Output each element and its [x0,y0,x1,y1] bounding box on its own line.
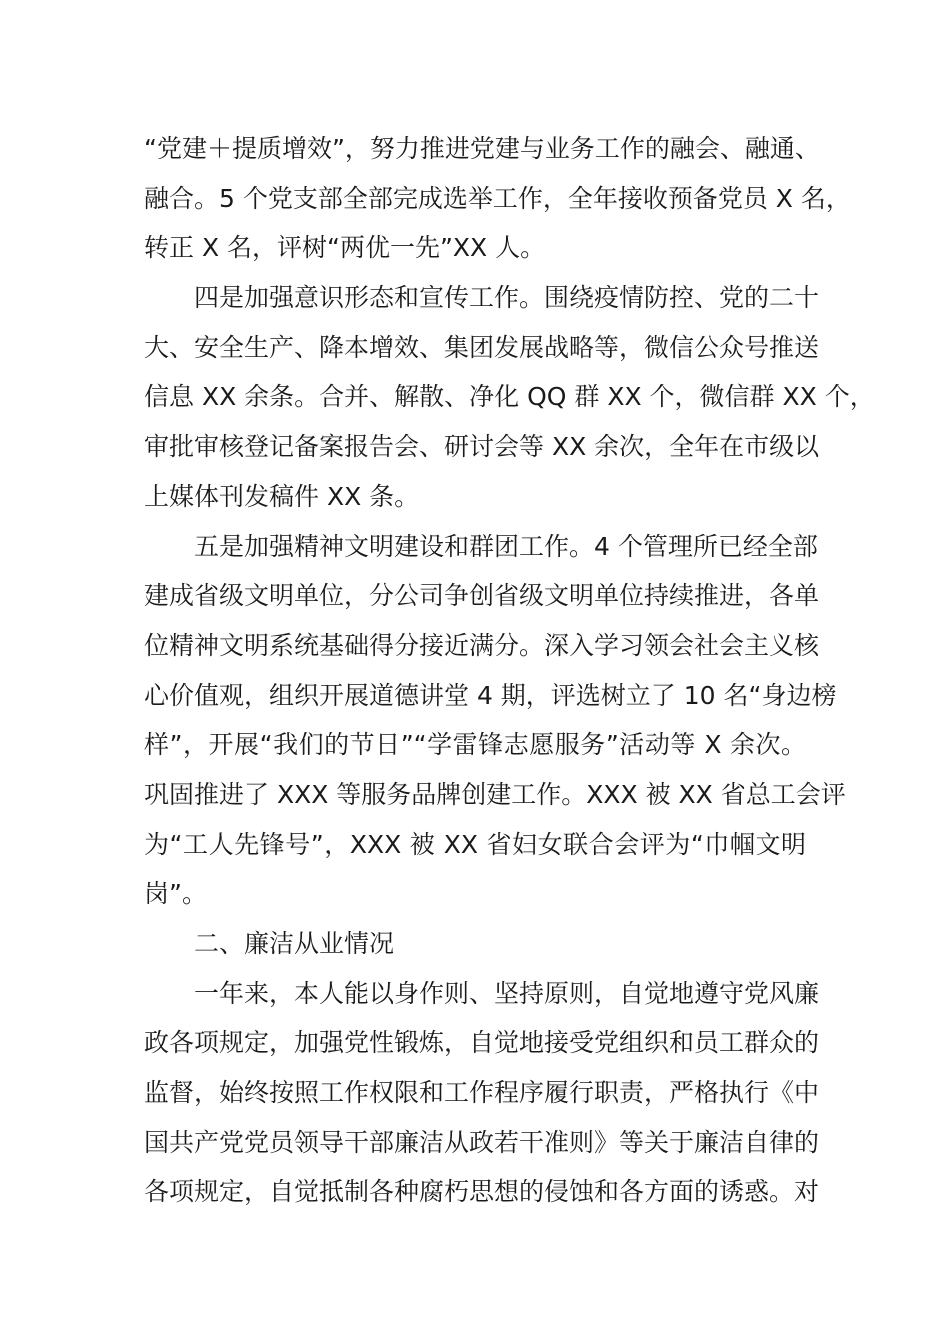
paragraph-integrity-body [144,969,820,1217]
text-line: 国共产党党员领导干部廉洁从政若干准则》等关于廉洁自律的 [144,1127,820,1157]
paragraph-party-building [144,124,851,273]
text-line: 为“工人先锋号”，XXX 被 XX 省妇女联合会评为“巾帼文明 [144,829,806,859]
text-line: 巩固推进了 XXX 等服务品牌创建工作。XXX 被 XX 省总工会评 [144,779,846,809]
text-line: 位精神文明系统基础得分接近满分。深入学习领会社会主义核 [144,630,820,660]
text-line: 政各项规定，加强党性锻炼，自觉地接受党组织和员工群众的 [144,1028,820,1058]
text-line: 样”，开展“我们的节日”“学雷锋志愿服务”活动等 X 余次。 [144,730,806,760]
section-heading-integrity [144,919,806,969]
document-body [144,124,875,1217]
paragraph-spiritual-civilization [144,522,846,920]
text-line: 信息 XX 余条。合并、解散、净化 QQ 群 XX 个，微信群 XX 个， [144,382,875,412]
text-line: 转正 X 名，评树“两优一先”XX 人。 [144,233,546,263]
text-line: 监督，始终按照工作权限和工作程序履行职责，严格执行《中 [144,1078,820,1108]
text-line: 五是加强精神文明建设和群团工作。4 个管理所已经全部 [194,531,818,561]
text-line: 岗”。 [144,879,207,909]
text-line: 融合。5 个党支部全部完成选举工作，全年接收预备党员 X 名， [144,183,851,213]
text-line: 上媒体刊发稿件 XX 条。 [144,481,420,511]
text-line: 心价值观，组织开展道德讲堂 4 期，评选树立了 10 名“身边榜 [144,680,837,710]
section-heading-text: 二、廉洁从业情况 [194,929,395,958]
text-line: 审批审核登记备案报告会、研讨会等 XX 余次，全年在市级以 [144,432,820,462]
text-line: 建成省级文明单位，分公司争创省级文明单位持续推进，各单 [144,581,820,611]
text-line: 各项规定，自觉抵制各种腐朽思想的侵蚀和各方面的诱惑。对 [144,1177,820,1207]
text-line: 四是加强意识形态和宣传工作。围绕疫情防控、党的二十 [194,283,820,313]
text-line: 大、安全生产、降本增效、集团发展战略等，微信公众号推送 [144,332,820,362]
text-line: 一年来，本人能以身作则、坚持原则，自觉地遵守党风廉 [194,978,820,1008]
text-line: “党建＋提质增效”，努力推进党建与业务工作的融会、融通、 [144,134,820,163]
paragraph-ideology-publicity [144,273,875,521]
